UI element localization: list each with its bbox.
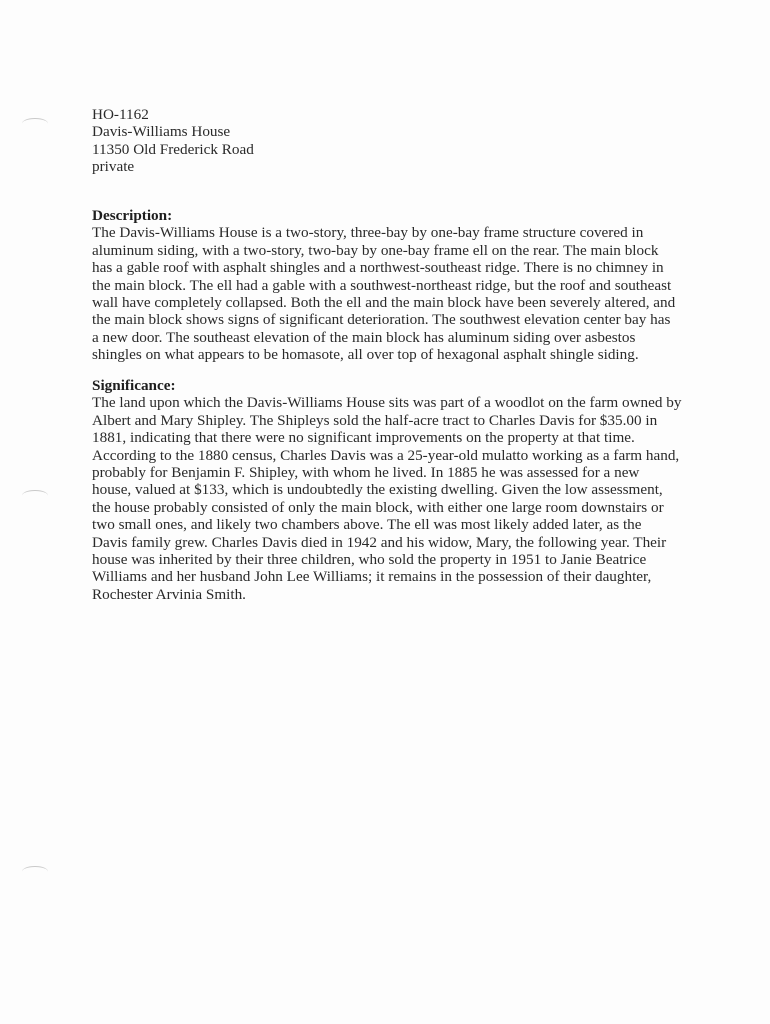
- description-section: [92, 207, 704, 364]
- ownership-status: private: [92, 158, 135, 176]
- description-heading: Description:: [92, 207, 173, 224]
- survey-number: HO-1162: [92, 106, 149, 123]
- hole-punch-mark: [22, 866, 48, 877]
- significance-body: The land upon which the Davis-Williams House sits was part of a woodlot on the farm owned by Albert and Mary Shipley. The Shipleys sold the half-acre tract to Charles Davis for $35.00 in 1881, indicating that there were no significant improvements on the property at that time. According to the 1880 census, Charles Davis was a 25-year-old mulatto working as a farm hand, probably for Benjamin F. Shipley, with whom he lived. In 1885 he was assessed for a new house, valued at $133, which is undoubtedly the existing dwelling. Given the low assessment, the house probably consisted of only the main block, with either one large room downstairs or two small ones, and likely two chambers above. The ell was most likely added later, as the Davis family grew. Charles Davis died in 1942 and his widow, Mary, the following year. Their house was inherited by their three children, who sold the property in 1951 to Janie Beatrice Williams and her husband John Lee Williams; it remains in the possession of their daughter, Rochester Arvinia Smith.: [92, 394, 682, 603]
- document-header: [92, 106, 704, 176]
- significance-heading: Significance:: [92, 377, 176, 394]
- hole-punch-mark: [22, 490, 48, 501]
- significance-section: [92, 377, 704, 603]
- hole-punch-mark: [22, 118, 48, 129]
- property-address: 11350 Old Frederick Road: [92, 140, 254, 158]
- description-body: The Davis-Williams House is a two-story, three-bay by one-bay frame structure covered in aluminum siding, with a two-story, two-bay by one-bay frame ell on the rear. The main block has a gable roof with asphalt shingles and a northwest-southeast ridge. There is no chimney in the main block. The ell had a gable with a southwest-northeast ridge, but the roof and southeast wall have completely collapsed. Both the ell and the main block have been severely altered, and the main block shows signs of significant deterioration. The southwest elevation center bay has a new door. The southeast elevation of the main block has aluminum siding over asbestos shingles on what appears to be homasote, all over top of hexagonal asphalt shingle siding.: [92, 224, 676, 364]
- property-name: Davis-Williams House: [92, 123, 231, 141]
